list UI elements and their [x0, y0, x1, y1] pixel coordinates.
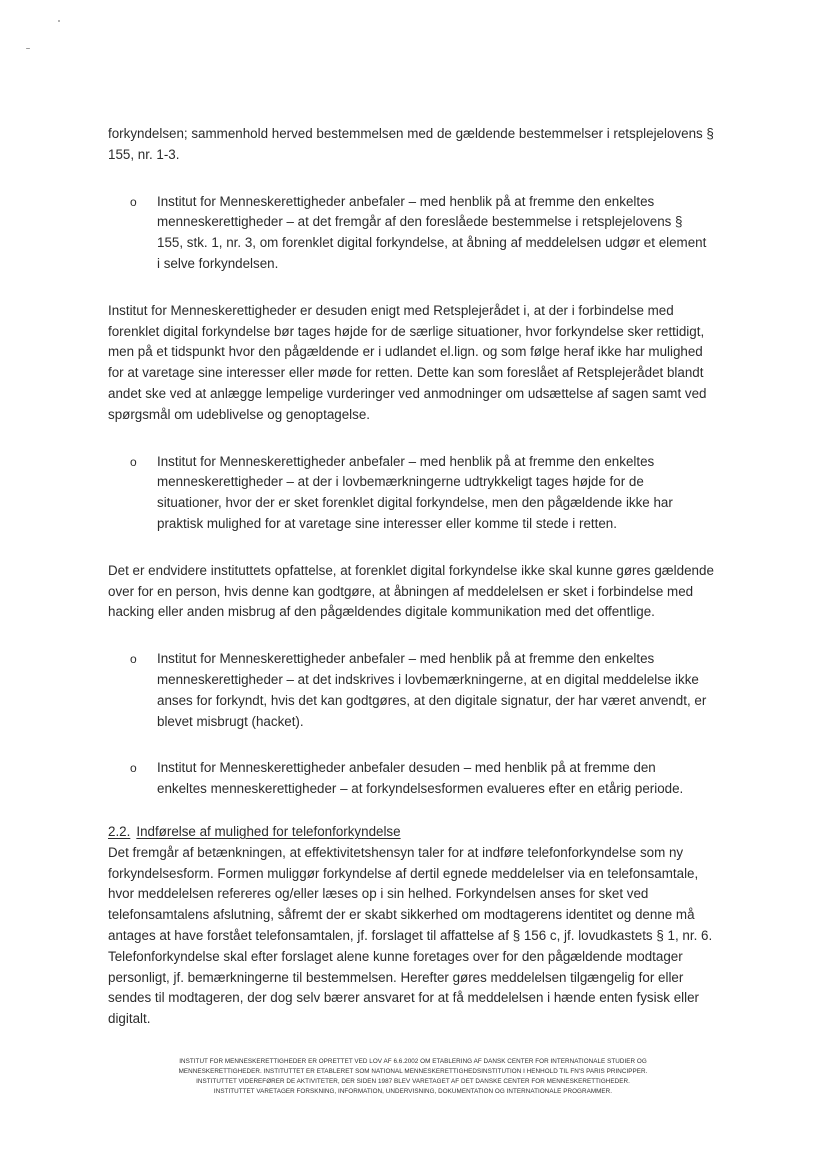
bullet-circle-icon: o	[130, 652, 137, 667]
section-heading	[108, 822, 720, 843]
document-body	[108, 124, 720, 1030]
bullet-text: Institut for Menneskerettigheder anbefaler – med henblik på at fremme den enkeltes menneskerettigheder – at det indskrives i lovbemærkningerne, at en digital meddelelse ikke anses for forkyndt, hvis det kan godtgøres, at den digitale signatur, der har været anvendt, er blevet misbrugt (hacket).	[157, 651, 707, 729]
bullet-circle-icon: o	[130, 761, 137, 776]
footer-line: INSTITUT FOR MENNESKERETTIGHEDER ER OPRETTET VED LOV AF 6.6.2002 OM ETABLERING AF DANSK CENTER FOR INTERNATIONALE STUDIER OG	[179, 1058, 647, 1065]
footer-line: MENNESKERETTIGHEDER. INSTITUTTET ER ETABLERET SOM NATIONAL MENNESKERETTIGHEDSINSTITUTION I HENHOLD TIL FN'S PARIS PRINCIPPER.	[178, 1068, 648, 1075]
body-paragraph: Institut for Menneskerettigheder er desuden enigt med Retsplejerådet i, at der i forbindelse med forenklet digital forkyndelse bør tages højde for de særlige situationer, hvor forkyndelse sker rettidigt, men på et tidspunkt hvor den pågældende er i udlandet el.lign. og som følge heraf ikke har mulighed for at varetage sine interesser eller møde for retten. Dette kan som foreslået af Retsplejerådet blandt andet ske ved at anlægge lempelige vurderinger ved anmodninger om udsættelse af sagen samt ved spørgsmål om udeblivelse og genoptagelse.	[108, 302, 707, 422]
section-number: 2.2.	[108, 823, 131, 839]
bullet-circle-icon: o	[130, 194, 137, 209]
bullet-circle-icon: o	[130, 454, 137, 469]
recommendation-bullet	[108, 192, 707, 275]
institution-footer	[150, 1057, 676, 1097]
recommendation-bullet	[108, 452, 707, 535]
scan-speck	[58, 20, 60, 22]
recommendation-bullet	[108, 649, 707, 732]
bullet-text: Institut for Menneskerettigheder anbefaler – med henblik på at fremme den enkeltes menneskerettigheder – at der i lovbemærkningerne udtrykkeligt tages højde for de situationer, hvor der er sket forenklet digital forkyndelse, men den pågældende ikke har praktisk mulighed for at varetage sine interesser eller komme til stede i retten.	[157, 453, 673, 531]
footer-line: INSTITUTTET VIDEREFØRER DE AKTIVITETER, DER SIDEN 1987 BLEV VARETAGET AF DET DANSKE CENTER FOR MENNESKERETTIGHEDER.	[196, 1078, 630, 1085]
intro-paragraph: forkyndelsen; sammenhold herved bestemmelsen med de gældende bestemmelser i retsplejelovens § 155, nr. 1-3.	[108, 126, 714, 162]
bullet-text: Institut for Menneskerettigheder anbefaler – med henblik på at fremme den enkeltes menneskerettigheder – at det fremgår af den foreslåede bestemmelse i retsplejelovens § 155, stk. 1, nr. 3, om forenklet digital forkyndelse, at åbning af meddelelsen udgør et element i selve forkyndelsen.	[157, 193, 707, 271]
body-paragraph: Det er endvidere instituttets opfattelse, at forenklet digital forkyndelse ikke skal kunne gøres gældende over for en person, hvis denne kan godtgøre, at åbningen af meddelelsen er sket i forbindelse med hacking eller anden misbrug af den pågældendes digitale kommunikation med det offentlige.	[108, 562, 714, 620]
bullet-text: Institut for Menneskerettigheder anbefaler desuden – med henblik på at fremme den enkeltes menneskerettigheder – at forkyndelsesformen evalueres efter en etårig periode.	[157, 760, 684, 797]
recommendation-bullet	[108, 758, 707, 800]
scan-speck	[26, 48, 30, 49]
footer-line: INSTITUTTET VARETAGER FORSKNING, INFORMATION, UNDERVISNING, DOKUMENTATION OG INTERNATIONALE PROGRAMMER.	[213, 1088, 613, 1095]
body-paragraph: Det fremgår af betænkningen, at effektivitetshensyn taler for at indføre telefonforkyndelse som ny forkyndelsesform. Formen muliggør forkyndelse af dertil egnede meddelelser via en telefonsamtale, hvor meddelelsen refereres og/eller læses op i sin helhed. Forkyndelsen anses for sket ved telefonsamtalens afslutning, såfremt der er skabt sikkerhed om modtagerens identitet og denne må antages at have forstået telefonsamtalen, jf. forslaget til affattelse af § 156 c, jf. lovudkastets § 1, nr. 6. Telefonforkyndelse skal efter forslaget alene kunne foretages over for den pågældende modtager personligt, jf. bemærkningerne til bestemmelsen. Herefter gøres meddelelsen tilgængelig for eller sendes til modtageren, der dog selv bærer ansvaret for at få meddelelsen i hænde enten fysisk eller digitalt.	[108, 844, 713, 1027]
section-title: Indførelse af mulighed for telefonforkyndelse	[136, 823, 401, 839]
